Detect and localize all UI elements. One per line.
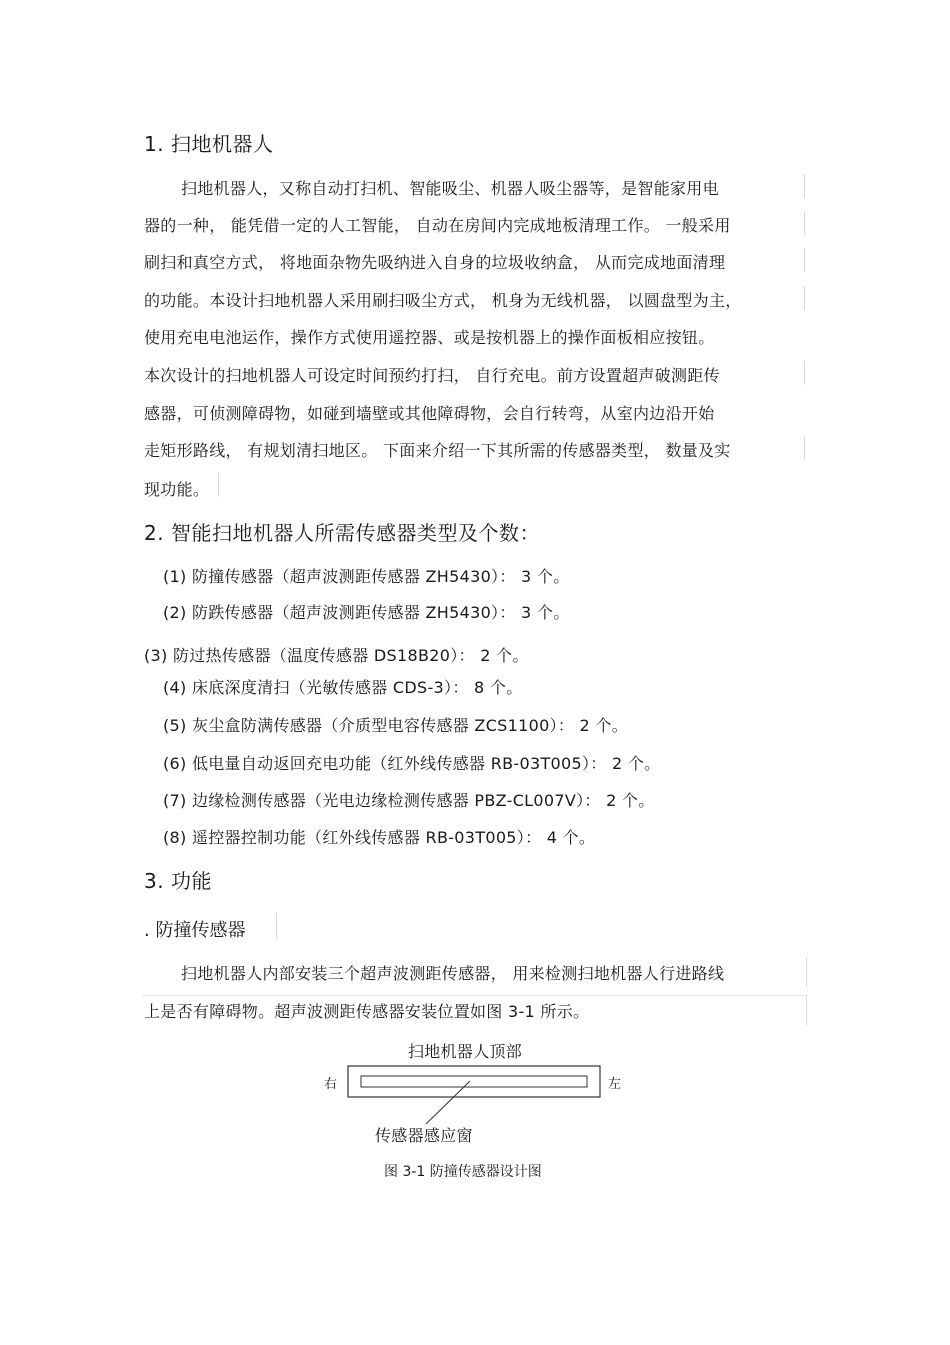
list-item: (2) 防跌传感器（超声波测距传感器 ZH5430）： 3 个。: [163, 603, 570, 622]
figure-title: 扫地机器人顶部: [408, 1042, 523, 1061]
list-item: (4) 床底深度清扫（光敏传感器 CDS-3）： 8 个。: [163, 678, 523, 697]
section-2-heading: 2. 智能扫地机器人所需传感器类型及个数：: [144, 521, 540, 545]
list-item: (7) 边缘检测传感器（光电边缘检测传感器 PBZ-CL007V）： 2 个。: [163, 791, 655, 810]
paragraph-line: 扫地机器人，又称自动打扫机、智能吸尘、机器人吸尘器等，是智能家用电: [181, 179, 719, 198]
robot-top-outline: [348, 1066, 600, 1097]
list-item: (3) 防过热传感器（温度传感器 DS18B20）： 2 个。: [144, 646, 529, 665]
paragraph-line: 上是否有障碍物。超声波测距传感器安装位置如图 3-1 所示。: [144, 1002, 590, 1021]
paragraph-line: 感器，可侦测障碍物，如碰到墙壁或其他障碍物，会自行转弯，从室内边沿开始: [144, 404, 715, 423]
figure-left-label: 右: [324, 1077, 338, 1092]
list-item: (8) 遥控器控制功能（红外线传感器 RB-03T005）： 4 个。: [163, 828, 596, 847]
paragraph-line: 现功能。: [144, 480, 210, 499]
paragraph-line: 器的一种， 能凭借一定的人工智能， 自动在房间内完成地板清理工作。 一般采用: [144, 216, 731, 235]
paragraph-line: 使用充电电池运作，操作方式使用遥控器、或是按机器上的操作面板相应按钮。: [144, 328, 715, 347]
list-item: (6) 低电量自动返回充电功能（红外线传感器 RB-03T005）： 2 个。: [163, 754, 661, 773]
paragraph-line: 走矩形路线， 有规划清扫地区。 下面来介绍一下其所需的传感器类型， 数量及实: [144, 441, 731, 460]
section-1-heading: 1. 扫地机器人: [144, 132, 274, 156]
subsection-heading: . 防撞传感器: [144, 920, 246, 941]
figure-right-label: 左: [608, 1077, 622, 1092]
sensor-window-label: 传感器感应窗: [375, 1126, 473, 1145]
paragraph-line: 扫地机器人内部安装三个超声波测距传感器， 用来检测扫地机器人行进路线: [181, 964, 725, 983]
paragraph-line: 本次设计的扫地机器人可设定时间预约打扫， 自行充电。前方设置超声破测距传: [144, 366, 720, 385]
list-item: (5) 灰尘盒防满传感器（介质型电容传感器 ZCS1100）： 2 个。: [163, 716, 628, 735]
list-item: (1) 防撞传感器（超声波测距传感器 ZH5430）： 3 个。: [163, 567, 570, 586]
section-3-heading: 3. 功能: [144, 869, 212, 893]
sensor-window: [361, 1076, 587, 1087]
paragraph-line: 的功能。本设计扫地机器人采用刷扫吸尘方式， 机身为无线机器， 以圆盘型为主，: [144, 291, 742, 310]
figure-caption: 图 3-1 防撞传感器设计图: [384, 1164, 542, 1180]
paragraph-line: 刷扫和真空方式， 将地面杂物先吸纳进入自身的垃圾收纳盒， 从而完成地面清理: [144, 253, 726, 272]
